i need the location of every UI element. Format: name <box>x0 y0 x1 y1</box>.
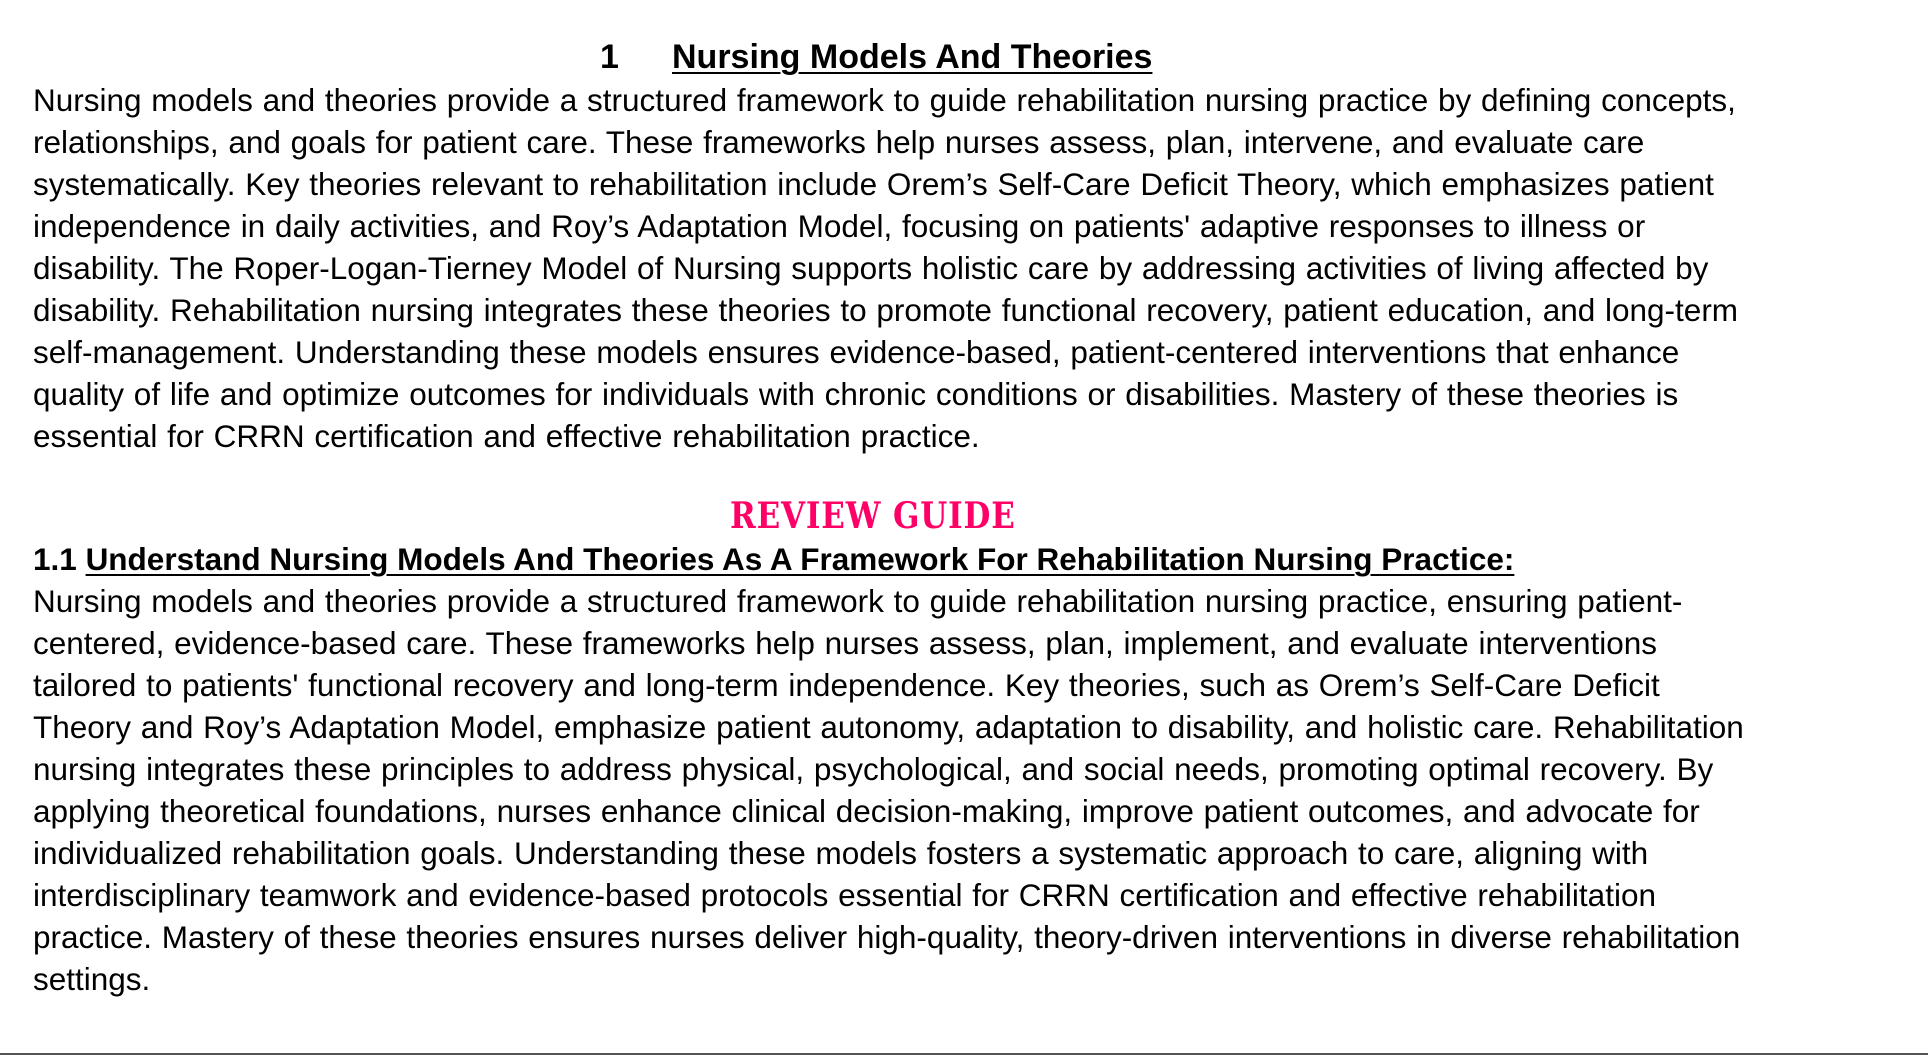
section-1-1-heading <box>33 538 1514 580</box>
review-guide-watermark: REVIEW GUIDE <box>730 495 1016 537</box>
section-1-1-number: 1.1 <box>33 541 77 577</box>
section-1-title: Nursing Models And Theories <box>672 38 1153 76</box>
section-1-1-body: Nursing models and theories provide a structured framework to guide rehabilitation nursing practice, ensuring patient-centered, evidence-based care. These frameworks help nurses assess, plan, implement, and evaluate interventions tailored to patients' functional recovery and long-term independence. Key theories, such as Orem’s Self-Care Deficit Theory and Roy’s Adaptation Model, emphasize patient autonomy, adaptation to disability, and holistic care. Rehabilitation nursing integrates these principles to address physical, psychological, and social needs, promoting optimal recovery. By applying theoretical foundations, nurses enhance clinical decision-making, improve patient outcomes, and advocate for individualized rehabilitation goals. Understanding these models fosters a systematic approach to care, aligning with interdisciplinary teamwork and evidence-based protocols essential for CRRN certification and effective rehabilitation practice. Mastery of these theories ensures nurses deliver high-quality, theory-driven interventions in diverse rehabilitation settings. <box>33 583 1744 997</box>
section-1-heading <box>600 36 1152 78</box>
section-1-1-title: Understand Nursing Models And Theories As A Framework For Rehabilitation Nursing Practice: <box>85 541 1515 577</box>
section-1-body: Nursing models and theories provide a structured framework to guide rehabilitation nursing practice by defining concepts, relationships, and goals for patient care. These frameworks help nurses assess, plan, intervene, and evaluate care systematically. Key theories relevant to rehabilitation include Orem’s Self-Care Deficit Theory, which emphasizes patient independence in daily activities, and Roy’s Adaptation Model, focusing on patients' adaptive responses to illness or disability. The Roper-Logan-Tierney Model of Nursing supports holistic care by addressing activities of living affected by disability. Rehabilitation nursing integrates these theories to promote functional recovery, patient education, and long-term self-management. Understanding these models ensures evidence-based, patient-centered interventions that enhance quality of life and optimize outcomes for individuals with chronic conditions or disabilities. Mastery of these theories is essential for CRRN certification and effective rehabilitation practice. <box>33 82 1739 454</box>
section-1-number: 1 <box>600 38 619 76</box>
